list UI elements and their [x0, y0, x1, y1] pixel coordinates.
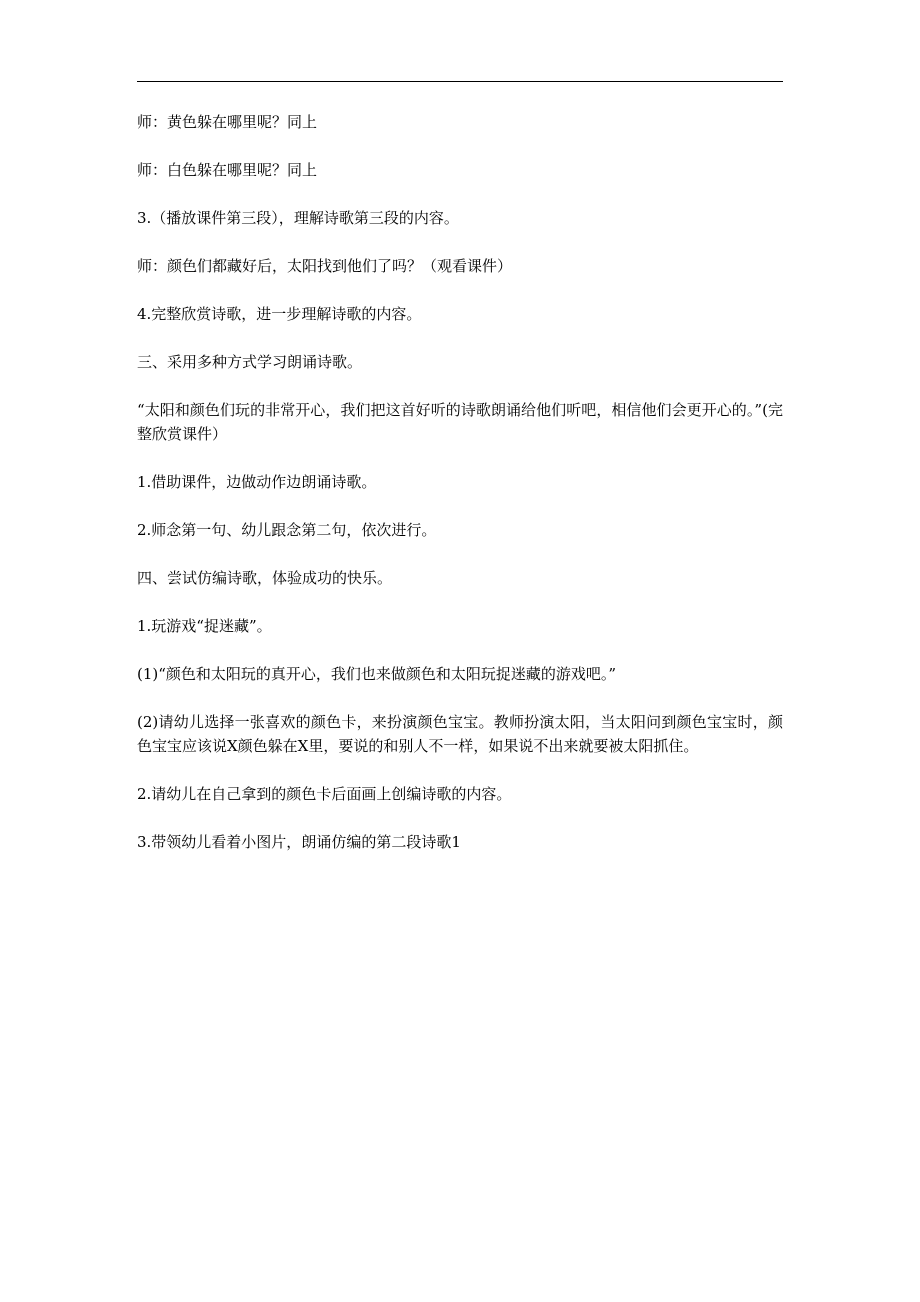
document-body [137, 110, 783, 878]
paragraph: 2.师念第一句、幼儿跟念第二句，依次进行。 [137, 521, 437, 539]
paragraph: “太阳和颜色们玩的非常开心，我们把这首好听的诗歌朗诵给他们听吧，相信他们会更开心的。”(完整欣赏课件） [137, 401, 783, 443]
paragraph: 师：黄色躲在哪里呢？同上 [137, 113, 318, 131]
paragraph: 师：白色躲在哪里呢？同上 [137, 161, 318, 179]
paragraph: 4.完整欣赏诗歌，进一步理解诗歌的内容。 [137, 305, 422, 323]
paragraph: (2)请幼儿选择一张喜欢的颜色卡，来扮演颜色宝宝。教师扮演太阳，当太阳问到颜色宝宝时，颜色宝宝应该说X颜色躲在X里，要说的和别人不一样，如果说不出来就要被太阳抓住。 [137, 713, 783, 755]
paragraph: 2.请幼儿在自己拿到的颜色卡后面画上创编诗歌的内容。 [137, 785, 512, 803]
header-rule [137, 81, 783, 82]
paragraph: 师：颜色们都藏好后，太阳找到他们了吗？（观看课件） [137, 257, 513, 275]
paragraph: 3.（播放课件第三段），理解诗歌第三段的内容。 [137, 209, 459, 227]
paragraph: 1.借助课件，边做动作边朗诵诗歌。 [137, 473, 377, 491]
paragraph: 1.玩游戏“捉迷藏”。 [137, 617, 272, 635]
section-heading: 四、尝试仿编诗歌，体验成功的快乐。 [137, 569, 393, 587]
section-heading: 三、采用多种方式学习朗诵诗歌。 [137, 353, 363, 371]
paragraph: 3.带领幼儿看着小图片，朗诵仿编的第二段诗歌1 [137, 833, 461, 851]
paragraph: (1)“颜色和太阳玩的真开心，我们也来做颜色和太阳玩捉迷藏的游戏吧。” [137, 665, 617, 683]
